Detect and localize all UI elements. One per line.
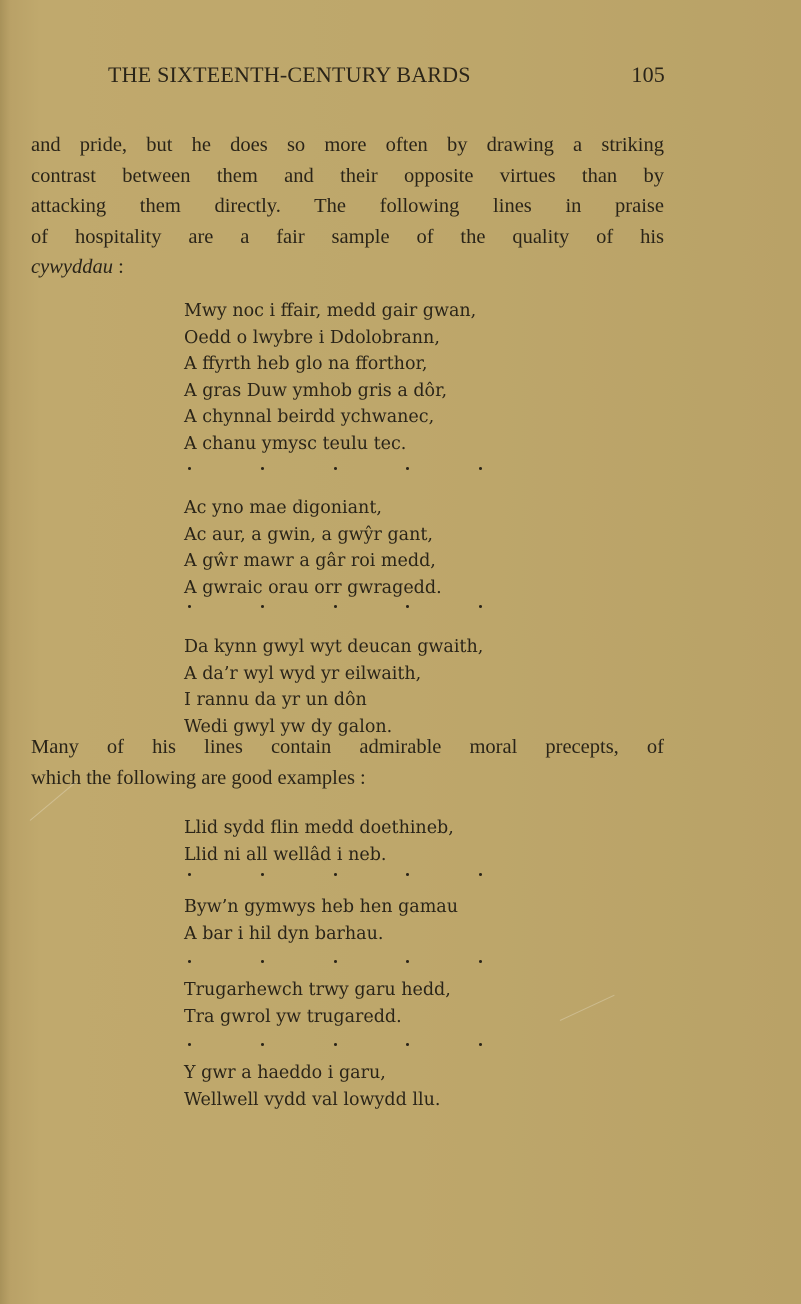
paragraph-intro [31, 130, 664, 283]
verse-line: A chynnal beirdd ychwanec, [184, 407, 435, 427]
verse-line: Ac aur, a gwin, a gwŷr gant, [184, 524, 433, 545]
italic-term-cywyddau: cywyddau [31, 256, 113, 278]
ellipsis-dots [184, 605, 434, 615]
verse-line: Ac yno mae digoniant, [184, 498, 382, 518]
verse-line: Llid ni all wellâd i neb. [184, 844, 387, 865]
verse-line: A da’r wyl wyd yr eilwaith, [184, 663, 422, 684]
page-number: 105 [631, 62, 665, 87]
verse-line: Da kynn gwyl wyt deucan gwaith, [184, 637, 484, 657]
paragraph-line: attacking them directly. The following lines in praise [31, 195, 664, 217]
verse-stanza-2 [184, 495, 442, 601]
running-head [108, 62, 665, 92]
verse-line: Y gwr a haeddo i garu, [184, 1063, 386, 1083]
verse-line: A gwraic orau orr gwragedd. [184, 577, 442, 598]
colon: : [112, 256, 124, 278]
ellipsis-dots [184, 960, 434, 970]
verse-line: A ffyrth heb glo na fforthor, [184, 354, 428, 374]
paragraph-precepts [31, 732, 664, 793]
verse-line: Byw’n gymwys heb hen gamau [184, 897, 459, 917]
verse-stanza-1 [184, 298, 476, 457]
ellipsis-dots [184, 467, 434, 477]
verse-line: A chanu ymysc teulu tec. [184, 433, 407, 454]
verse-couplet-3 [184, 977, 451, 1030]
verse-line: Oedd o lwybre i Ddolobrann, [184, 327, 440, 348]
verse-line: A bar i hil dyn barhau. [184, 923, 384, 944]
verse-line: Llid sydd flin medd doethineb, [184, 818, 454, 838]
ellipsis-dots [184, 1043, 434, 1053]
verse-couplet-2 [184, 894, 458, 947]
ellipsis-dots [184, 873, 434, 883]
verse-couplet-4 [184, 1060, 440, 1113]
verse-line: Mwy noc i ffair, medd gair gwan, [184, 301, 477, 321]
verse-couplet-1 [184, 815, 454, 868]
running-head-title: THE SIXTEENTH-CENTURY BARDS [108, 62, 471, 87]
verse-line: Wellwell vydd val lowydd llu. [184, 1089, 441, 1110]
paragraph-line: which the following are good examples : [31, 766, 366, 789]
verse-line: A gras Duw ymhob gris a dôr, [184, 380, 448, 401]
paragraph-line: contrast between them and their opposite virtues than by [31, 164, 664, 187]
paragraph-line: and pride, but he does so more often by drawing a striking [31, 134, 664, 156]
paragraph-line: Many of his lines contain admirable moral precepts, of [31, 736, 664, 758]
verse-stanza-3 [184, 634, 483, 740]
verse-line: A gŵr mawr a gâr roi medd, [184, 551, 436, 571]
paragraph-line: of hospitality are a fair sample of the quality of his [31, 225, 664, 248]
verse-line: Tra gwrol yw trugaredd. [184, 1006, 402, 1027]
verse-line: I rannu da yr un dôn [184, 690, 367, 710]
paragraph-line [31, 252, 664, 283]
verse-line: Trugarhewch trwy garu hedd, [184, 980, 451, 1000]
paper-scratch [560, 995, 615, 1021]
verse-line: Wedi gwyl yw dy galon. [184, 716, 393, 737]
